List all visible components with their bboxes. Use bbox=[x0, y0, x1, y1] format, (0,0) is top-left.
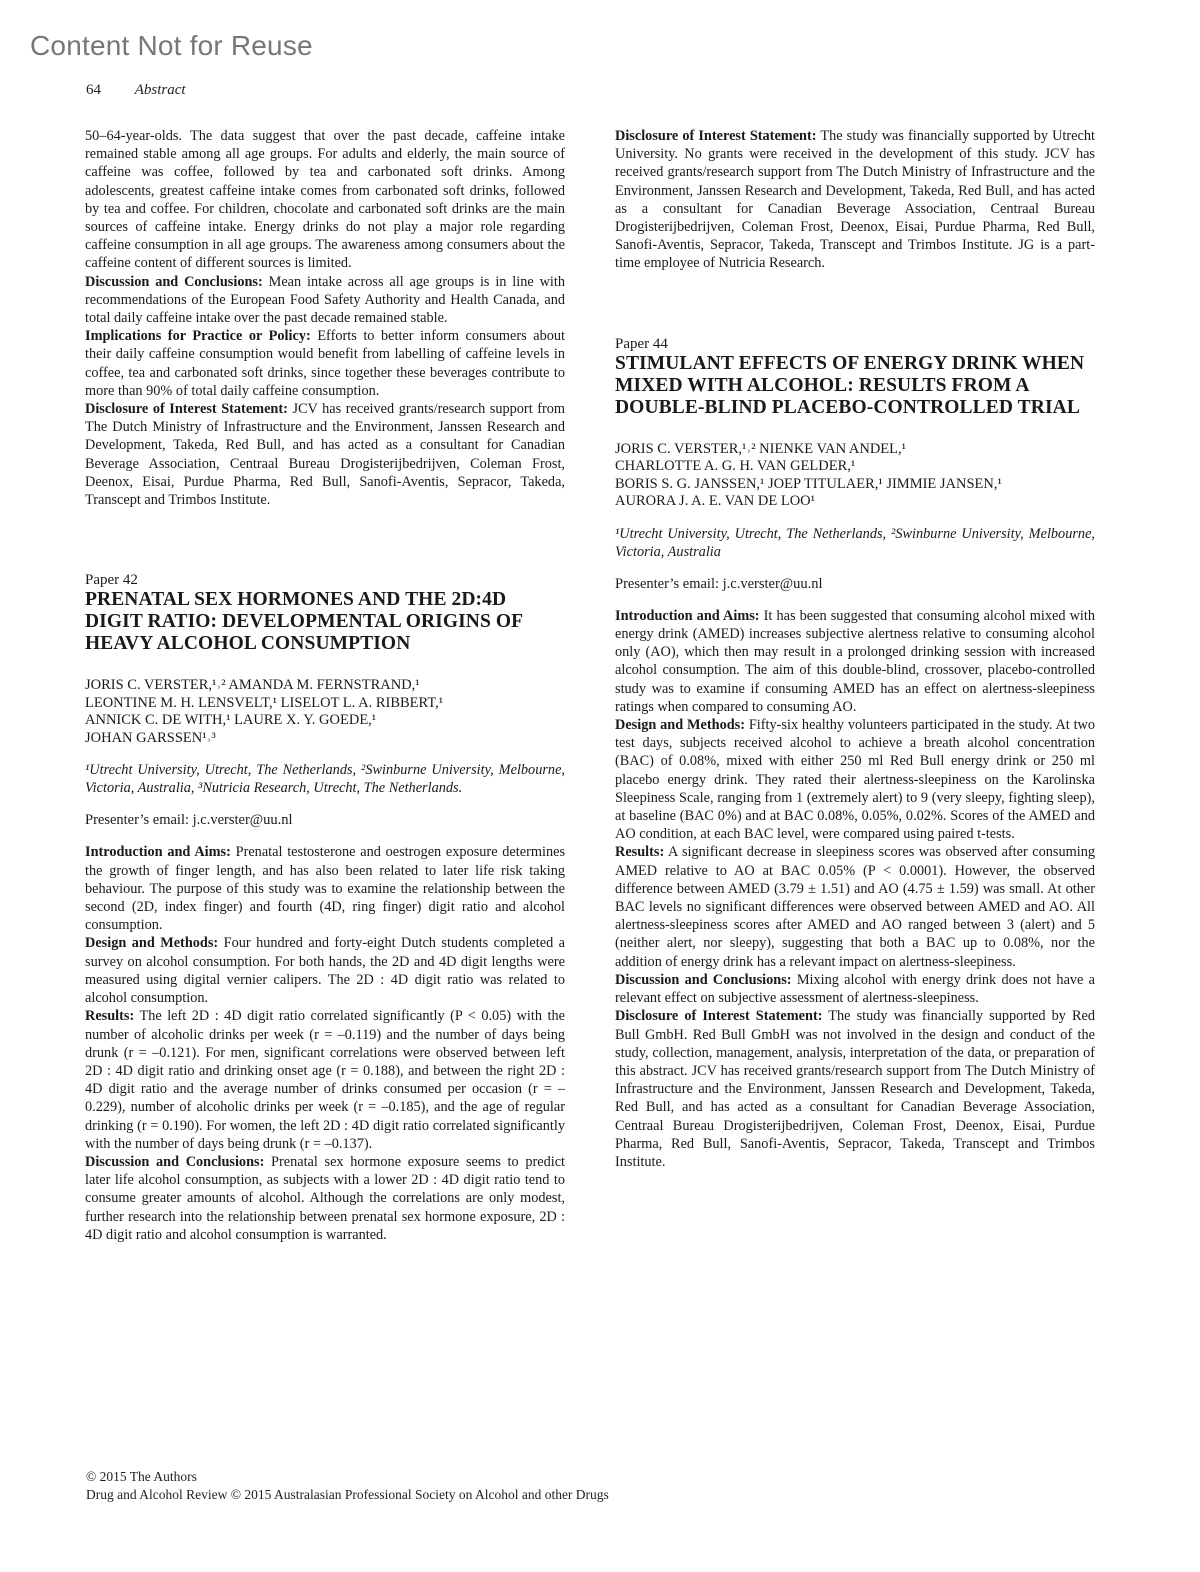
paper-title: PRENATAL SEX HORMONES AND THE 2D:4D DIGIT RATIO: DEVELOPMENTAL ORIGINS OF HEAVY ALCOHOL CONSUMPTION bbox=[85, 589, 523, 655]
section-label: Design and Methods: bbox=[85, 935, 219, 952]
author-line: CHARLOTTE A. G. H. VAN GELDER,¹ bbox=[615, 458, 856, 475]
section-text: Prenatal sex hormone exposure seems to predict later life alcohol consumption, as subjects with a lower 2D : 4D digit ratio tend to consume greater amounts of alcohol. Although the correlations are only modest, further research into the relationship between prenatal sex hormone exposure, 2D : 4D digit ratio and alcohol consumption is warranted. bbox=[85, 1153, 566, 1243]
section-text: It has been suggested that consuming alcohol mixed with energy drink (AMED) increases subjective alertness relative to consuming alcohol only (AO), which then may result in a prolonged drinking session with increased alcohol consumption. The aim of this double-blind, crossover, placebo-controlled study was to examine if consuming AMED has an effect on alertness-sleepiness ratings when compared to consuming AO. bbox=[615, 607, 1095, 715]
section-label: Disclosure of Interest Statement: bbox=[85, 401, 288, 418]
section-label: Discussion and Conclusions: bbox=[85, 273, 263, 290]
section-label: Design and Methods: bbox=[615, 717, 745, 734]
affiliations: ¹Utrecht University, Utrecht, The Netherlands, ²Swinburne University, Melbourne, Victoria, Australia bbox=[615, 525, 1095, 560]
section-text: A significant decrease in sleepiness scores was observed after consuming AMED relative to AO at BAC 0.05% (P < 0.0001). However, the observed difference between AMED (3.79 ± 1.51) and AO (4.75 ± 1.59) was small. At other BAC levels no significant differences were observed between AMED and AO. All alertness-sleepiness scores after AMED and AO ranged between 3 (alert) and 5 (neither alert, nor sleepy), suggesting that both a BAC up to 0.08%, nor the addition of energy drink has a relevant impact on alertness-sleepiness. bbox=[615, 844, 1095, 970]
section-text: JCV has received grants/research support from The Dutch Ministry of Infrastructure and the Environment, Janssen Research and Development, Takeda, Red Bull, and has acted as a consultant for Canadian Beverage Association, Centraal Bureau Drogisterijbedrijven, Coleman Frost, Deenox, Eisai, Purdue Pharma, Red Bull, Sanofi-Aventis, Sepracor, Takeda, Transcept and Trimbos Institute. bbox=[85, 401, 565, 509]
section-label: Discussion and Conclusions: bbox=[85, 1153, 265, 1170]
author-line: JOHAN GARSSEN¹˒³ bbox=[85, 729, 216, 746]
section-text: Efforts to better inform consumers about their daily caffeine consumption would benefit from labelling of caffeine levels in coffee, tea and carbonated soft drinks, since together these beverages contribute to more than 90% of total daily caffeine consumption. bbox=[85, 328, 565, 399]
section-text: Prenatal testosterone and oestrogen exposure determines the growth of finger length, and has also been related to later life risk taking behaviour. The purpose of this study was to examine the relationship between the second (2D, index finger) and fourth (4D, ring finger) digit ratio and alcohol consumption. bbox=[85, 844, 566, 934]
paper-number: Paper 42 bbox=[85, 572, 138, 589]
section-text: Fifty-six healthy volunteers participated in the study. At two test days, subjects received alcohol to achieve a breath alcohol concentration (BAC) of 0.08%, mixed with either 250 ml Red Bull energy drink or 250 ml placebo energy drink. They rated their alertness-sleepiness on the Karolinska Sleepiness Scale, ranging from 1 (extremely alert) to 9 (very sleepy, fighting sleep), at baseline (BAC 0%) and at BAC 0.08%, 0.05%, 0.02%. Scores of the AMED and AO condition, at each BAC level, were compared using paired t-tests. bbox=[615, 717, 1096, 843]
author-list bbox=[615, 441, 1095, 511]
section-label: Introduction and Aims: bbox=[85, 844, 231, 861]
journal-line: Drug and Alcohol Review © 2015 Australasian Professional Society on Alcohol and other Drugs bbox=[86, 1487, 609, 1502]
section-text: Four hundred and forty-eight Dutch students completed a survey on alcohol consumption. For both hands, the 2D and 4D digit lengths were measured using digital vernier calipers. The 2D : 4D digit ratio was related to alcohol consumption. bbox=[85, 935, 565, 1007]
section-text: Mixing alcohol with energy drink does not have a relevant effect on subjective assessment of alertness-sleepiness. bbox=[615, 971, 1095, 1007]
section-label: Disclosure of Interest Statement: bbox=[615, 1008, 823, 1025]
presenter-email: Presenter’s email: j.c.verster@uu.nl bbox=[615, 575, 823, 592]
abstract-section bbox=[85, 400, 565, 509]
page-footer bbox=[86, 1468, 609, 1504]
section-label: Disclosure of Interest Statement: bbox=[615, 128, 817, 144]
paper-title: STIMULANT EFFECTS OF ENERGY DRINK WHEN MIXED WITH ALCOHOL: RESULTS FROM A DOUBLE-BLIND PLACEBO-CONTROLLED TRIAL bbox=[615, 352, 1085, 418]
affiliations: ¹Utrecht University, Utrecht, The Netherlands, ²Swinburne University, Melbourne, Victoria, Australia, ³Nutricia Research, Utrecht, The Netherlands. bbox=[85, 762, 565, 797]
right-column bbox=[615, 127, 1095, 1171]
author-line: JORIS C. VERSTER,¹˒² NIENKE VAN ANDEL,¹ bbox=[615, 440, 906, 457]
section-label: Introduction and Aims: bbox=[615, 607, 760, 624]
paper-number: Paper 44 bbox=[615, 335, 668, 352]
author-line: AURORA J. A. E. VAN DE LOO¹ bbox=[615, 493, 815, 510]
abstract-section bbox=[615, 607, 1095, 716]
section-label: Implications for Practice or Policy: bbox=[85, 328, 311, 345]
abstract-section bbox=[615, 716, 1095, 843]
section-text: The left 2D : 4D digit ratio correlated significantly (P < 0.05) with the number of alcoholic drinks per week (r = –0.119) and the number of days being drunk (r = –0.121). For men, significant correlations were observed between left 2D : 4D digit ratio and drinking onset age (r = 0.188), and between the right 2D : 4D digit ratio and the average number of drinks consumed per occasion (r = –0.229), number of alcoholic drinks per week (r = –0.185), and the age of regular drinking (r = 0.190). For women, the left 2D : 4D digit ratio correlated significantly with the number of days being drunk (r = –0.137). bbox=[85, 1008, 565, 1152]
author-line: JORIS C. VERSTER,¹˒² AMANDA M. FERNSTRAND,¹ bbox=[85, 677, 420, 694]
abstract-section bbox=[85, 327, 565, 400]
author-line: LEONTINE M. H. LENSVELT,¹ LISELOT L. A. RIBBERT,¹ bbox=[85, 694, 444, 711]
author-line: BORIS S. G. JANSSEN,¹ JOEP TITULAER,¹ JIMMIE JANSEN,¹ bbox=[615, 475, 1002, 492]
copyright-line: © 2015 The Authors bbox=[86, 1469, 197, 1484]
continuation-paragraph: 50–64-year-olds. The data suggest that over the past decade, caffeine intake remained stable among all age groups. For adults and elderly, the main source of caffeine was coffee, followed by tea and carbonated soft drinks. Among adolescents, greatest caffeine intake comes from carbonated soft drinks, followed by tea and coffee. For children, chocolate and carbonated soft drinks are the main sources of caffeine intake. Energy drinks do not play a major role regarding caffeine consumption in all age groups. The awareness among consumers about the caffeine content of different sources is limited. bbox=[85, 128, 565, 272]
section-title: Abstract bbox=[134, 82, 186, 98]
left-column bbox=[85, 127, 565, 1244]
author-list bbox=[85, 677, 565, 747]
section-label: Results: bbox=[615, 844, 665, 861]
abstract-section bbox=[615, 971, 1095, 1007]
abstract-section bbox=[85, 843, 565, 934]
abstract-section bbox=[85, 934, 565, 1007]
abstract-section bbox=[615, 127, 1095, 273]
section-label: Results: bbox=[85, 1008, 135, 1025]
abstract-section bbox=[85, 273, 565, 328]
abstract-section bbox=[85, 1007, 565, 1153]
presenter-email: Presenter’s email: j.c.verster@uu.nl bbox=[85, 812, 293, 829]
section-label: Discussion and Conclusions: bbox=[615, 971, 792, 988]
section-text: Mean intake across all age groups is in line with recommendations of the European Food Safety Authority and Health Canada, and total daily caffeine intake over the past decade remained stable. bbox=[85, 273, 566, 327]
abstract-section bbox=[615, 1007, 1095, 1171]
section-text: The study was financially supported by Red Bull GmbH. Red Bull GmbH was not involved in the design and conduct of the study, collection, management, analysis, interpretation of the data, or preparation of this abstract. JCV has received grants/research support from The Dutch Ministry of Infrastructure and the Environment, Janssen Research and Development, Takeda, Red Bull, and has acted as a consultant for Canadian Beverage Association, Centraal Bureau Drogisterijbedrijven, Coleman Frost, Deenox, Eisai, Purdue Pharma, Red Bull, Sanofi-Aventis, Sepracor, Takeda, Transcept and Trimbos Institute. bbox=[615, 1008, 1095, 1170]
page-number: 64 bbox=[86, 82, 101, 98]
watermark: Content Not for Reuse bbox=[30, 30, 313, 61]
running-head bbox=[86, 82, 186, 99]
abstract-section bbox=[85, 1153, 565, 1244]
author-line: ANNICK C. DE WITH,¹ LAURE X. Y. GOEDE,¹ bbox=[85, 712, 377, 729]
section-text: The study was financially supported by Utrecht University. No grants were received in the development of this study. JCV has received grants/research support from The Dutch Ministry of Infrastructure and the Environment, Janssen Research and Development, Takeda, Red Bull, and has acted as a consultant for Canadian Beverage Association, Centraal Bureau Drogisterijbedrijven, Coleman Frost, Deenox, Eisai, Purdue Pharma, Red Bull, Sanofi-Aventis, Sepracor, Takeda, Transcept and Trimbos Institute. JG is a part-time employee of Nutricia Research. bbox=[615, 128, 1095, 272]
abstract-section bbox=[615, 843, 1095, 970]
